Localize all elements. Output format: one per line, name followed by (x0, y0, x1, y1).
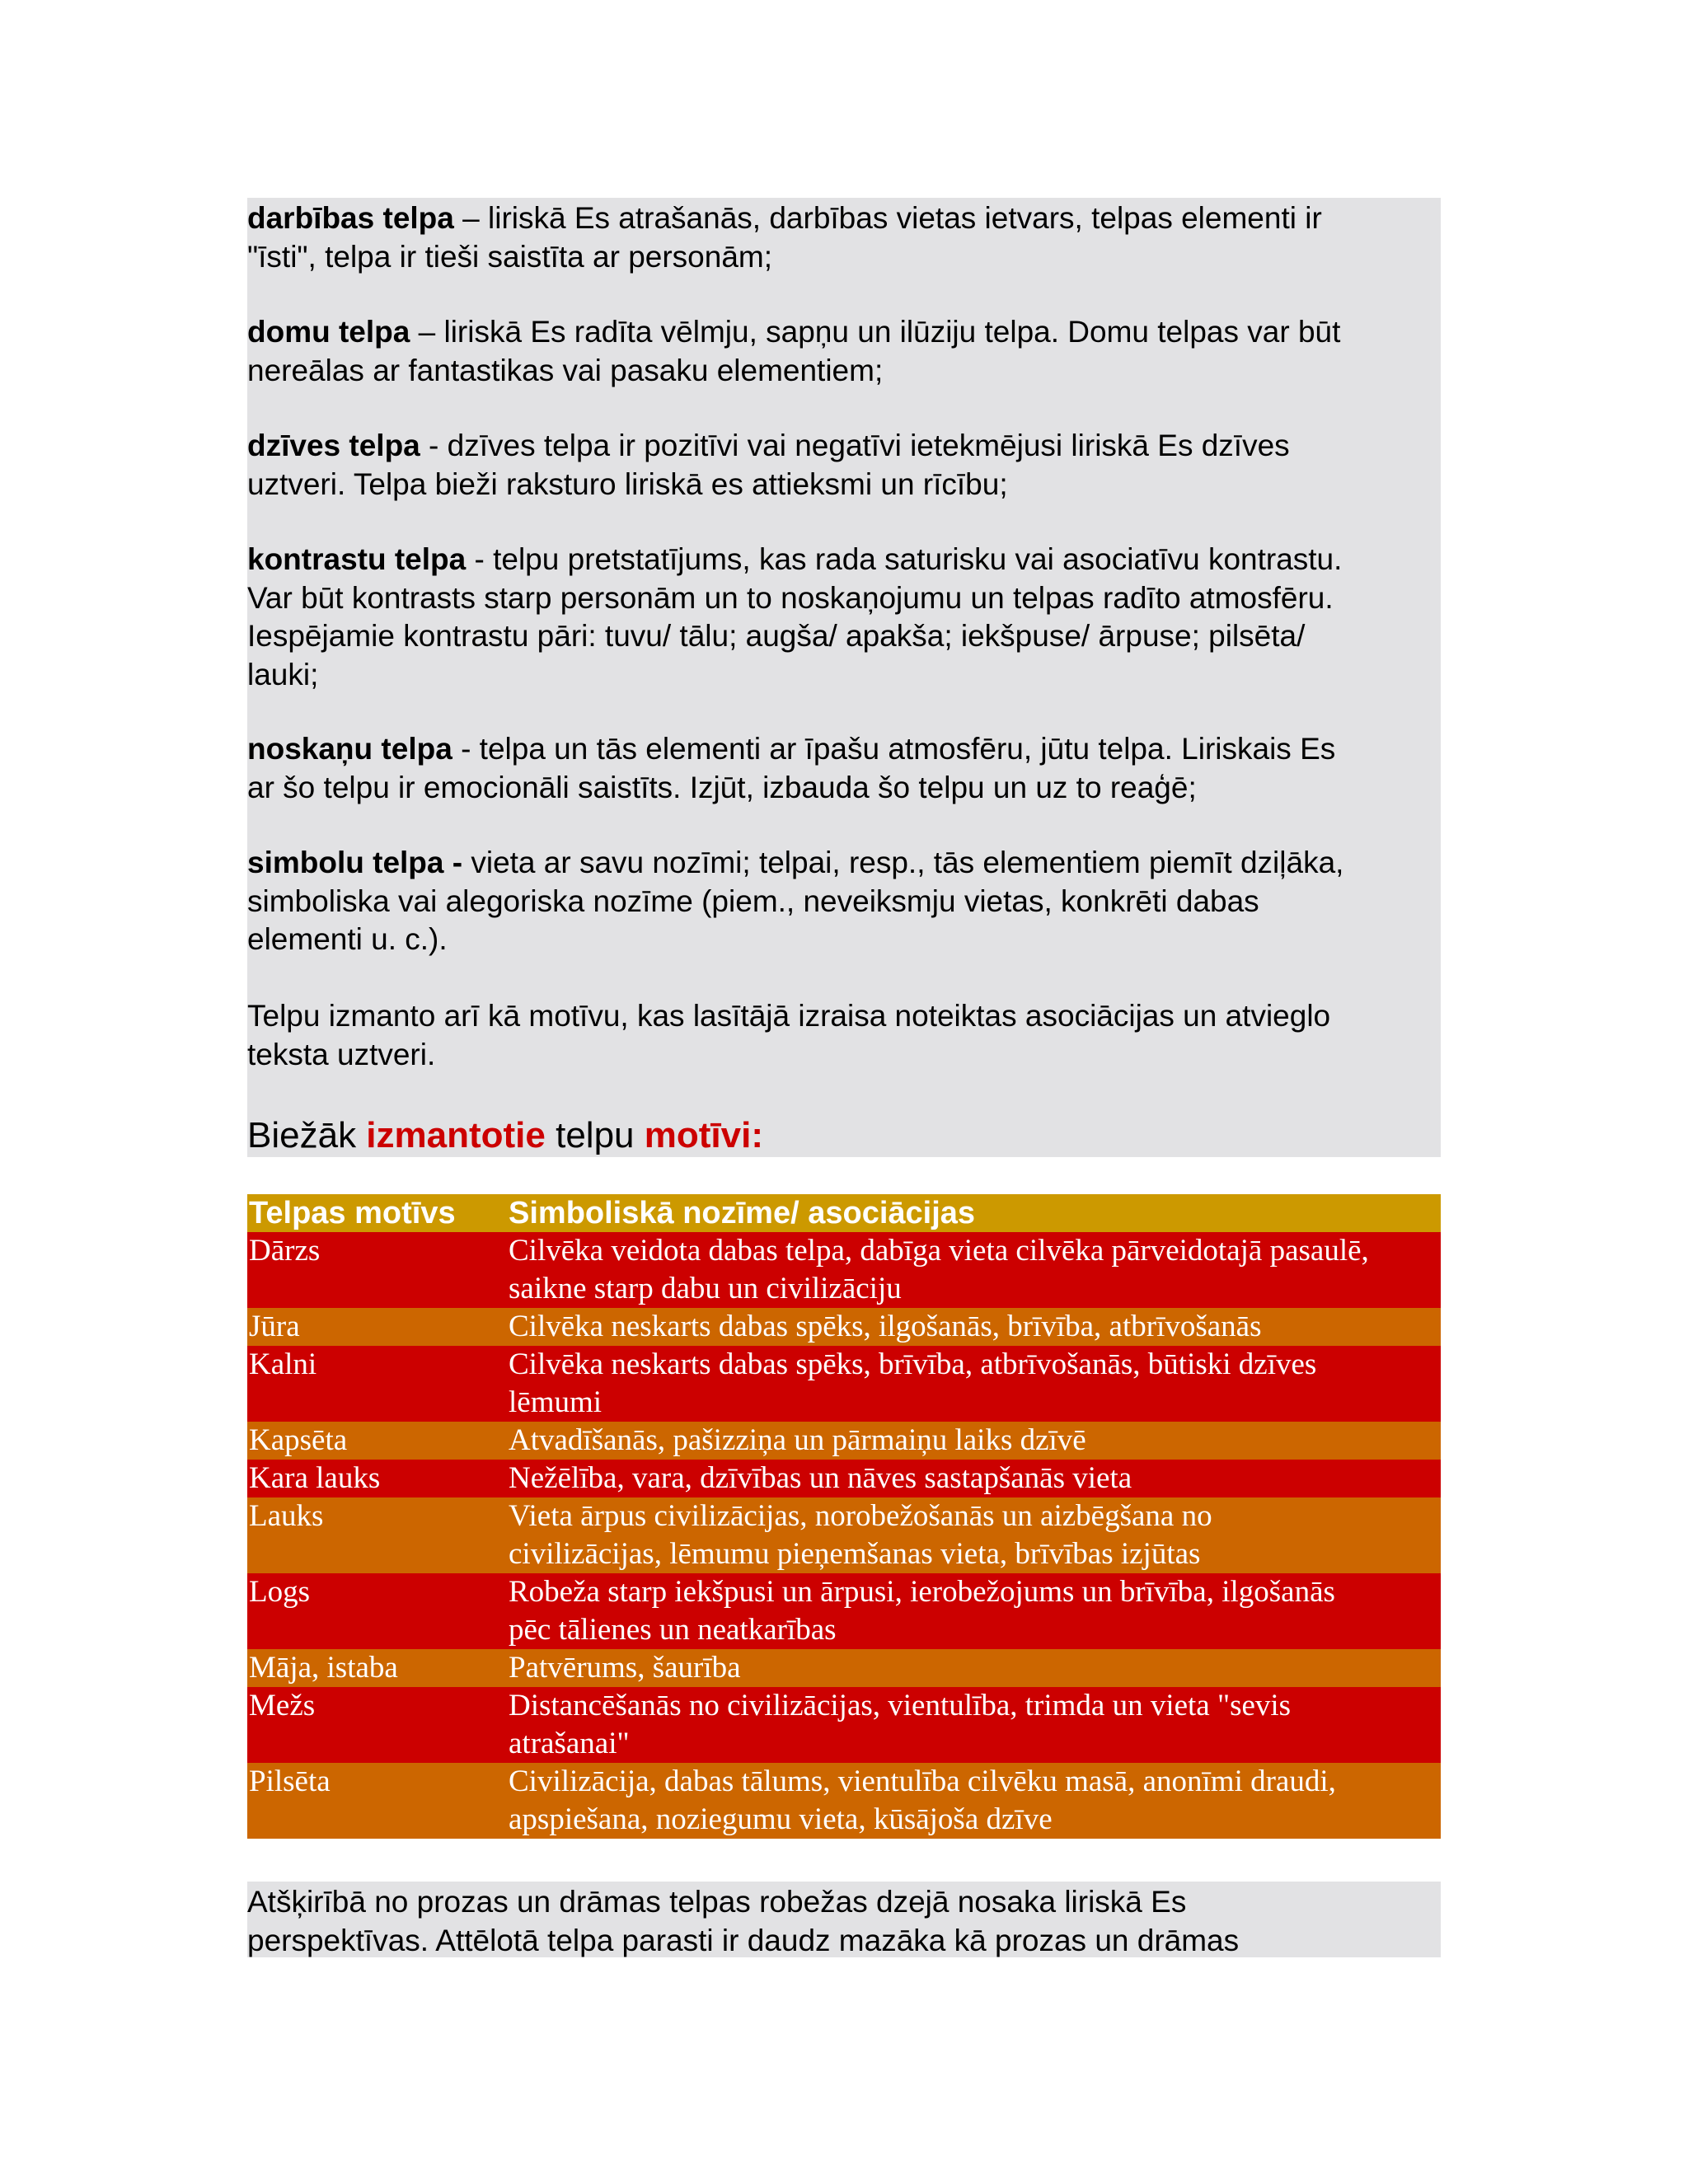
table-row (247, 1460, 1441, 1497)
paragraph-line: Atšķirībā no prozas un drāmas telpas robežas dzejā nosaka liriskā Es (247, 1885, 1187, 1919)
definition-text: – liriskā Es radīta vēlmju, sapņu un ilūziju telpa. Domu telpas var būt (418, 315, 1341, 349)
meaning-cell (507, 1308, 1441, 1346)
motive-cell: Jūra (247, 1308, 507, 1346)
definition-noskanu-telpa (247, 730, 1441, 807)
closing-paragraph (247, 997, 1441, 1074)
definition-term: simbolu telpa - (247, 846, 463, 879)
meaning-cell (507, 1232, 1441, 1308)
definition-text: Var būt kontrasts starp personām un to noskaņojumu un telpas radīto atmosfēru. (247, 580, 1334, 615)
section-heading (247, 1115, 763, 1156)
meaning-line: atrašanai" (509, 1727, 630, 1760)
table-row (247, 1497, 1441, 1573)
meaning-line: Atvadīšanās, pašizziņa un pārmaiņu laiks dzīvē (509, 1423, 1086, 1457)
table-row (247, 1232, 1441, 1308)
motive-cell: Mežs (247, 1687, 507, 1763)
table-row (247, 1573, 1441, 1649)
definition-text: - dzīves telpa ir pozitīvi vai negatīvi ietekmējusi liriskā Es dzīves (429, 429, 1290, 462)
paragraph-line: perspektīvas. Attēlotā telpa parasti ir daudz mazāka kā prozas un drāmas (247, 1923, 1240, 1957)
motive-cell: Kara lauks (247, 1460, 507, 1497)
meaning-line: lēmumi (509, 1385, 603, 1419)
meaning-cell (507, 1573, 1441, 1649)
definition-term: noskaņu telpa (247, 732, 452, 766)
table-row (247, 1763, 1441, 1839)
definition-text: vieta ar savu nozīmi; telpai, resp., tās elementiem piemīt dziļāka, (471, 846, 1344, 879)
table-row (247, 1687, 1441, 1763)
motive-cell: Māja, istaba (247, 1649, 507, 1687)
meaning-line: Vieta ārpus civilizācijas, norobežošanās un aizbēgšana no (509, 1499, 1212, 1533)
definition-text: Iespējamie kontrastu pāri: tuvu/ tālu; augša/ apakša; iekšpuse/ ārpuse; pilsēta/ (247, 619, 1306, 653)
table-header-row (247, 1194, 1441, 1232)
meaning-line: saikne starp dabu un civilizāciju (509, 1272, 902, 1305)
definition-text: lauki; (247, 657, 319, 691)
definition-kontrastu-telpa (247, 541, 1441, 694)
meaning-line: Cilvēka neskarts dabas spēks, brīvība, atbrīvošanās, būtiski dzīves (509, 1347, 1317, 1381)
heading-accent: izmantotie (366, 1115, 546, 1155)
meaning-line: pēc tālienes un neatkarības (509, 1613, 837, 1647)
motive-cell: Lauks (247, 1497, 507, 1573)
meaning-line: Civilizācija, dabas tālums, vientulība cilvēku masā, anonīmi draudi, (509, 1765, 1336, 1798)
definition-text: simboliska vai alegoriska nozīme (piem., neveiksmju vietas, konkrēti dabas (247, 883, 1259, 918)
table-row (247, 1422, 1441, 1460)
table-row (247, 1649, 1441, 1687)
meaning-line: apspiešana, noziegumu vieta, kūsājoša dzīve (509, 1802, 1053, 1836)
meaning-cell (507, 1346, 1441, 1422)
meaning-line: Nežēlība, vara, dzīvības un nāves sastapšanās vieta (509, 1461, 1132, 1495)
motives-table (247, 1194, 1441, 1839)
definition-term: darbības telpa (247, 201, 454, 235)
table-header-meaning: Simboliskā nozīme/ asociācijas (507, 1194, 1441, 1232)
heading-accent: motīvi: (644, 1115, 763, 1155)
definition-text: nereālas ar fantastikas vai pasaku elementiem; (247, 353, 884, 387)
definition-text: "īsti", telpa ir tieši saistīta ar personām; (247, 239, 773, 274)
motive-cell: Kapsēta (247, 1422, 507, 1460)
definition-text: elementi u. c.). (247, 922, 448, 956)
final-paragraph (247, 1883, 1441, 1960)
definition-text: uztveri. Telpa bieži raksturo liriskā es attieksmi un rīcību; (247, 466, 1008, 501)
heading-part: telpu (545, 1115, 645, 1155)
definition-text: - telpu pretstatījums, kas rada saturisku vai asociatīvu kontrastu. (474, 542, 1343, 576)
heading-part: Biežāk (247, 1115, 367, 1155)
definition-simbolu-telpa (247, 844, 1441, 959)
definition-domu-telpa (247, 313, 1441, 390)
meaning-line: Patvērums, šaurība (509, 1651, 741, 1685)
motive-cell: Logs (247, 1573, 507, 1649)
definition-term: dzīves telpa (247, 429, 420, 462)
definition-text: – liriskā Es atrašanās, darbības vietas ietvars, telpas elementi ir (462, 201, 1322, 235)
paragraph-line: Telpu izmanto arī kā motīvu, kas lasītājā izraisa noteiktas asociācijas un atvieglo (247, 999, 1331, 1033)
definition-term: domu telpa (247, 315, 410, 349)
definition-text: - telpa un tās elementi ar īpašu atmosfēru, jūtu telpa. Liriskais Es (461, 732, 1336, 766)
definition-darbibas-telpa (247, 199, 1441, 276)
definition-text: ar šo telpu ir emocionāli saistīts. Izjūt, izbauda šo telpu un uz to reaģē; (247, 770, 1197, 804)
meaning-cell (507, 1422, 1441, 1460)
meaning-line: Distancēšanās no civilizācijas, vientulība, trimda un vieta "sevis (509, 1689, 1292, 1722)
meaning-cell (507, 1649, 1441, 1687)
definition-dzives-telpa (247, 427, 1441, 504)
meaning-cell (507, 1687, 1441, 1763)
meaning-line: Cilvēka neskarts dabas spēks, ilgošanās, brīvība, atbrīvošanās (509, 1310, 1262, 1343)
table-header-motive: Telpas motīvs (247, 1194, 507, 1232)
meaning-line: Cilvēka veidota dabas telpa, dabīga vieta cilvēka pārveidotajā pasaulē, (509, 1234, 1369, 1268)
table-row (247, 1308, 1441, 1346)
motive-cell: Pilsēta (247, 1763, 507, 1839)
motive-cell: Kalni (247, 1346, 507, 1422)
table-row (247, 1346, 1441, 1422)
motive-cell: Dārzs (247, 1232, 507, 1308)
meaning-cell (507, 1460, 1441, 1497)
meaning-line: Robeža starp iekšpusi un ārpusi, ierobežojums un brīvība, ilgošanās (509, 1575, 1335, 1609)
meaning-cell (507, 1497, 1441, 1573)
paragraph-line: teksta uztveri. (247, 1037, 436, 1071)
definition-term: kontrastu telpa (247, 542, 467, 576)
meaning-cell (507, 1763, 1441, 1839)
meaning-line: civilizācijas, lēmumu pieņemšanas vieta, brīvības izjūtas (509, 1537, 1201, 1571)
